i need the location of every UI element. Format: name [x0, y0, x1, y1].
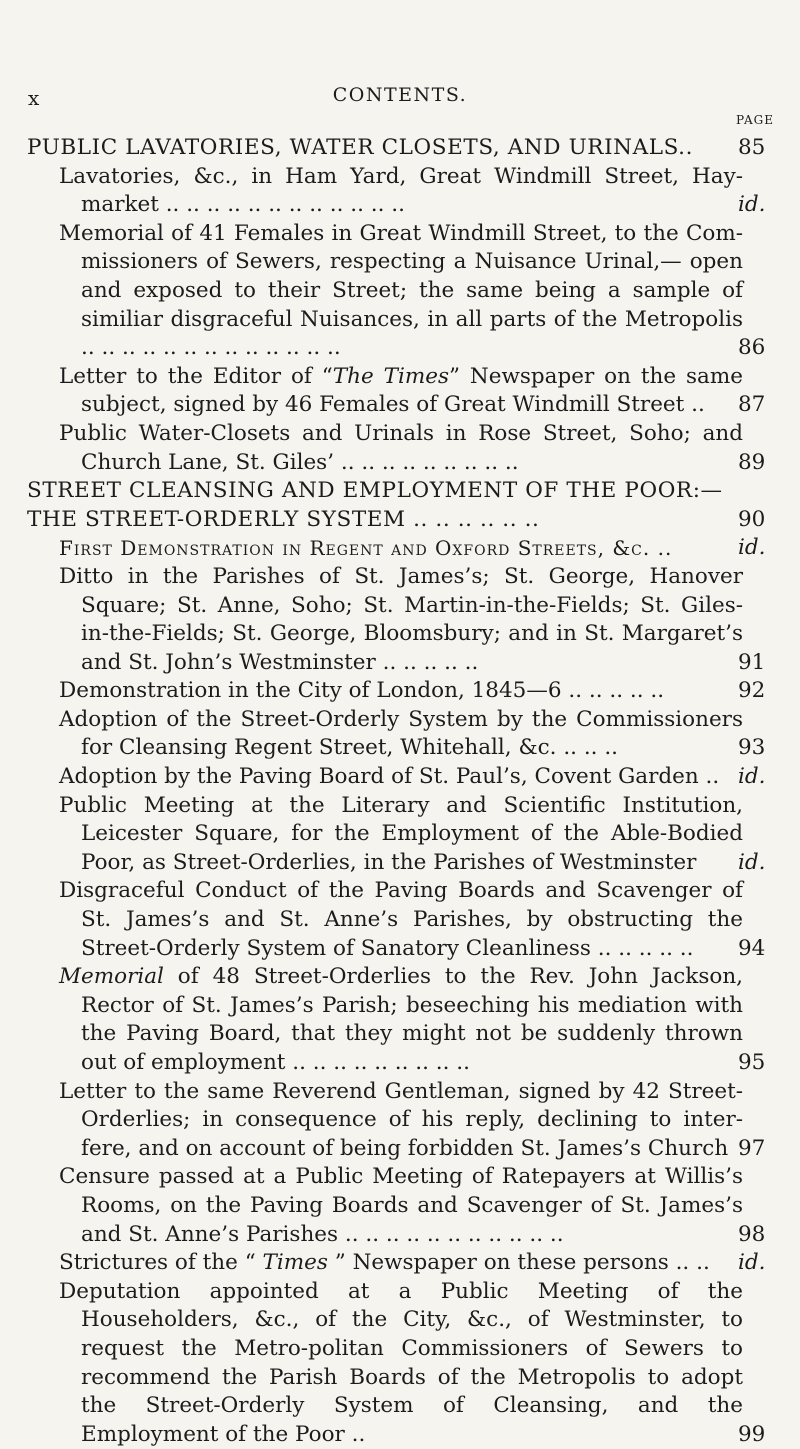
toc-entry[interactable] [0, 563, 800, 677]
toc-entry-page: 97 [738, 1135, 766, 1161]
toc-entry-title: Public Meeting at the Literary and Scientific Institution, Leicester Square, for the Employment of the Able-Bodied Poor, as Street-Orderlies, in the Parishes of Westminster [59, 792, 743, 875]
toc-entry-title: Adoption by the Paving Board of St. Paul’s, Covent Garden .. [59, 764, 720, 790]
toc-entry-page: 93 [738, 735, 766, 761]
toc-entry-title: Ditto in the Parishes of St. James’s; St. George, Hanover Square; St. Anne, Soho; St. Martin-in-the-Fields; St. Giles-in-the-Fields; St. George, Bloomsbury; and in St. Margaret’s and St. John’s Westminster .. .. .. .. .. [59, 563, 743, 675]
toc-entry[interactable] [0, 963, 800, 1077]
toc-entry[interactable] [0, 706, 800, 763]
toc-entry[interactable] [0, 363, 800, 420]
toc-entry[interactable] [0, 792, 800, 878]
toc-entry[interactable] [0, 1278, 800, 1449]
toc-entry-page: 92 [738, 678, 766, 704]
toc-entry-page: 90 [738, 506, 766, 532]
toc-entry-title: Demonstration in the City of London, 1845—6 .. .. .. .. .. [59, 678, 665, 704]
toc-entry-page: 85 [738, 135, 766, 160]
toc-entry-title: Deputation appointed at a Public Meeting of the Householders, &c., of the City, &c., of Westminster, to request the Metro-politan Commissioners of Sewers to recommend the Parish Boards of the Metropolis to adopt the Street-Orderly System of Cleansing, and the Employment of the Poor .. [59, 1278, 743, 1447]
toc-entry[interactable] [0, 1249, 800, 1278]
toc-entry[interactable] [0, 1163, 800, 1249]
toc-entry-page: 94 [738, 935, 766, 961]
toc-entry[interactable] [0, 1078, 800, 1164]
toc-entry-title: Lavatories, &c., in Ham Yard, Great Windmill Street, Hay-market .. .. .. .. .. .. .. .. .. .. .. .. [59, 163, 743, 218]
toc-entry-title: Letter to the same Reverend Gentleman, signed by 42 Street-Orderlies; in consequence of his reply, declining to inter-fere, and on account of being forbidden St. James’s Church [59, 1078, 743, 1161]
toc-entry-title: Strictures of the “ Times ” Newspaper on these persons .. .. [59, 1250, 710, 1276]
toc-entry-page: 99 [738, 1421, 766, 1447]
toc-entry-title: Memorial of 41 Females in Great Windmill Street, to the Com-missioners of Sewers, respecting a Nuisance Urinal,— open and exposed to their Street; the same being a sample of similiar disgraceful Nuisances, in all parts of the Metropolis .. .. .. .. .. .. .. .. .. .. .. .. .. [59, 220, 743, 361]
toc-entry-title: Adoption of the Street-Orderly System by the Commissioners for Cleansing Regent Street, Whitehall, &c. .. .. .. [59, 706, 743, 761]
toc-entry[interactable] [0, 877, 800, 963]
toc-entry-page: 86 [738, 335, 766, 361]
toc-entry-title: STREET CLEANSING AND EMPLOYMENT OF THE POOR:— THE STREET-ORDERLY SYSTEM .. .. .. .. .. .. [27, 478, 723, 532]
toc-entry[interactable] [0, 163, 800, 220]
toc-entry[interactable] [0, 677, 800, 706]
toc-entry-page: id. [738, 849, 766, 875]
toc-entry-title: Censure passed at a Public Meeting of Ratepayers at Willis’s Rooms, on the Paving Boards and Scavenger of St. James’s and St. Anne’s Parishes .. .. .. .. .. .. .. .. .. .. .. [59, 1164, 743, 1247]
toc-entry-title: PUBLIC LAVATORIES, WATER CLOSETS, AND URINALS.. [27, 135, 694, 160]
toc-entry-page: id. [738, 192, 766, 218]
running-head: CONTENTS. [332, 84, 468, 106]
toc-entry-title: Letter to the Editor of “The Times” Newspaper on the same subject, signed by 46 Females of Great Windmill Street .. [59, 363, 743, 418]
toc-entry-page: 95 [738, 1050, 766, 1075]
toc-entry-page: 89 [738, 449, 766, 475]
toc-entry[interactable] [0, 220, 800, 363]
toc-entry-page: id. [738, 764, 766, 790]
toc-entry[interactable] [0, 534, 800, 563]
toc-entry-page: 91 [738, 649, 766, 675]
toc-entry-title: Public Water-Closets and Urinals in Rose Street, Soho; and Church Lane, St. Giles’ .. .. .. .. .. .. .. .. .. [59, 420, 743, 475]
toc-entry[interactable] [0, 763, 800, 792]
toc-entry[interactable] [0, 420, 800, 477]
toc-entry-title: Memorial of 48 Street-Orderlies to the Rev. John Jackson, Rector of St. James’s Parish; beseeching his mediation with the Paving Board, that they might not be suddenly thrown out of employment .. .. .. .. .. .. .. .. .. [59, 964, 743, 1075]
table-of-contents [0, 134, 800, 1449]
toc-entry-section[interactable] [0, 134, 800, 163]
toc-entry-title: First Demonstration in Regent and Oxford Streets, &c. .. [59, 536, 673, 561]
toc-entry-page: id. [738, 535, 766, 561]
toc-entry-page: id. [738, 1250, 766, 1276]
toc-entry-section[interactable] [0, 477, 800, 534]
toc-entry-page: 87 [738, 392, 766, 418]
toc-entry-title: Disgraceful Conduct of the Paving Boards and Scavenger of St. James’s and St. Anne’s Parishes, by obstructing the Street-Orderly System of Sanatory Cleanliness .. .. .. .. .. [59, 878, 743, 961]
page-column-label: PAGE [736, 113, 774, 127]
page-folio: x [28, 86, 40, 110]
toc-entry-page: 98 [738, 1221, 766, 1247]
